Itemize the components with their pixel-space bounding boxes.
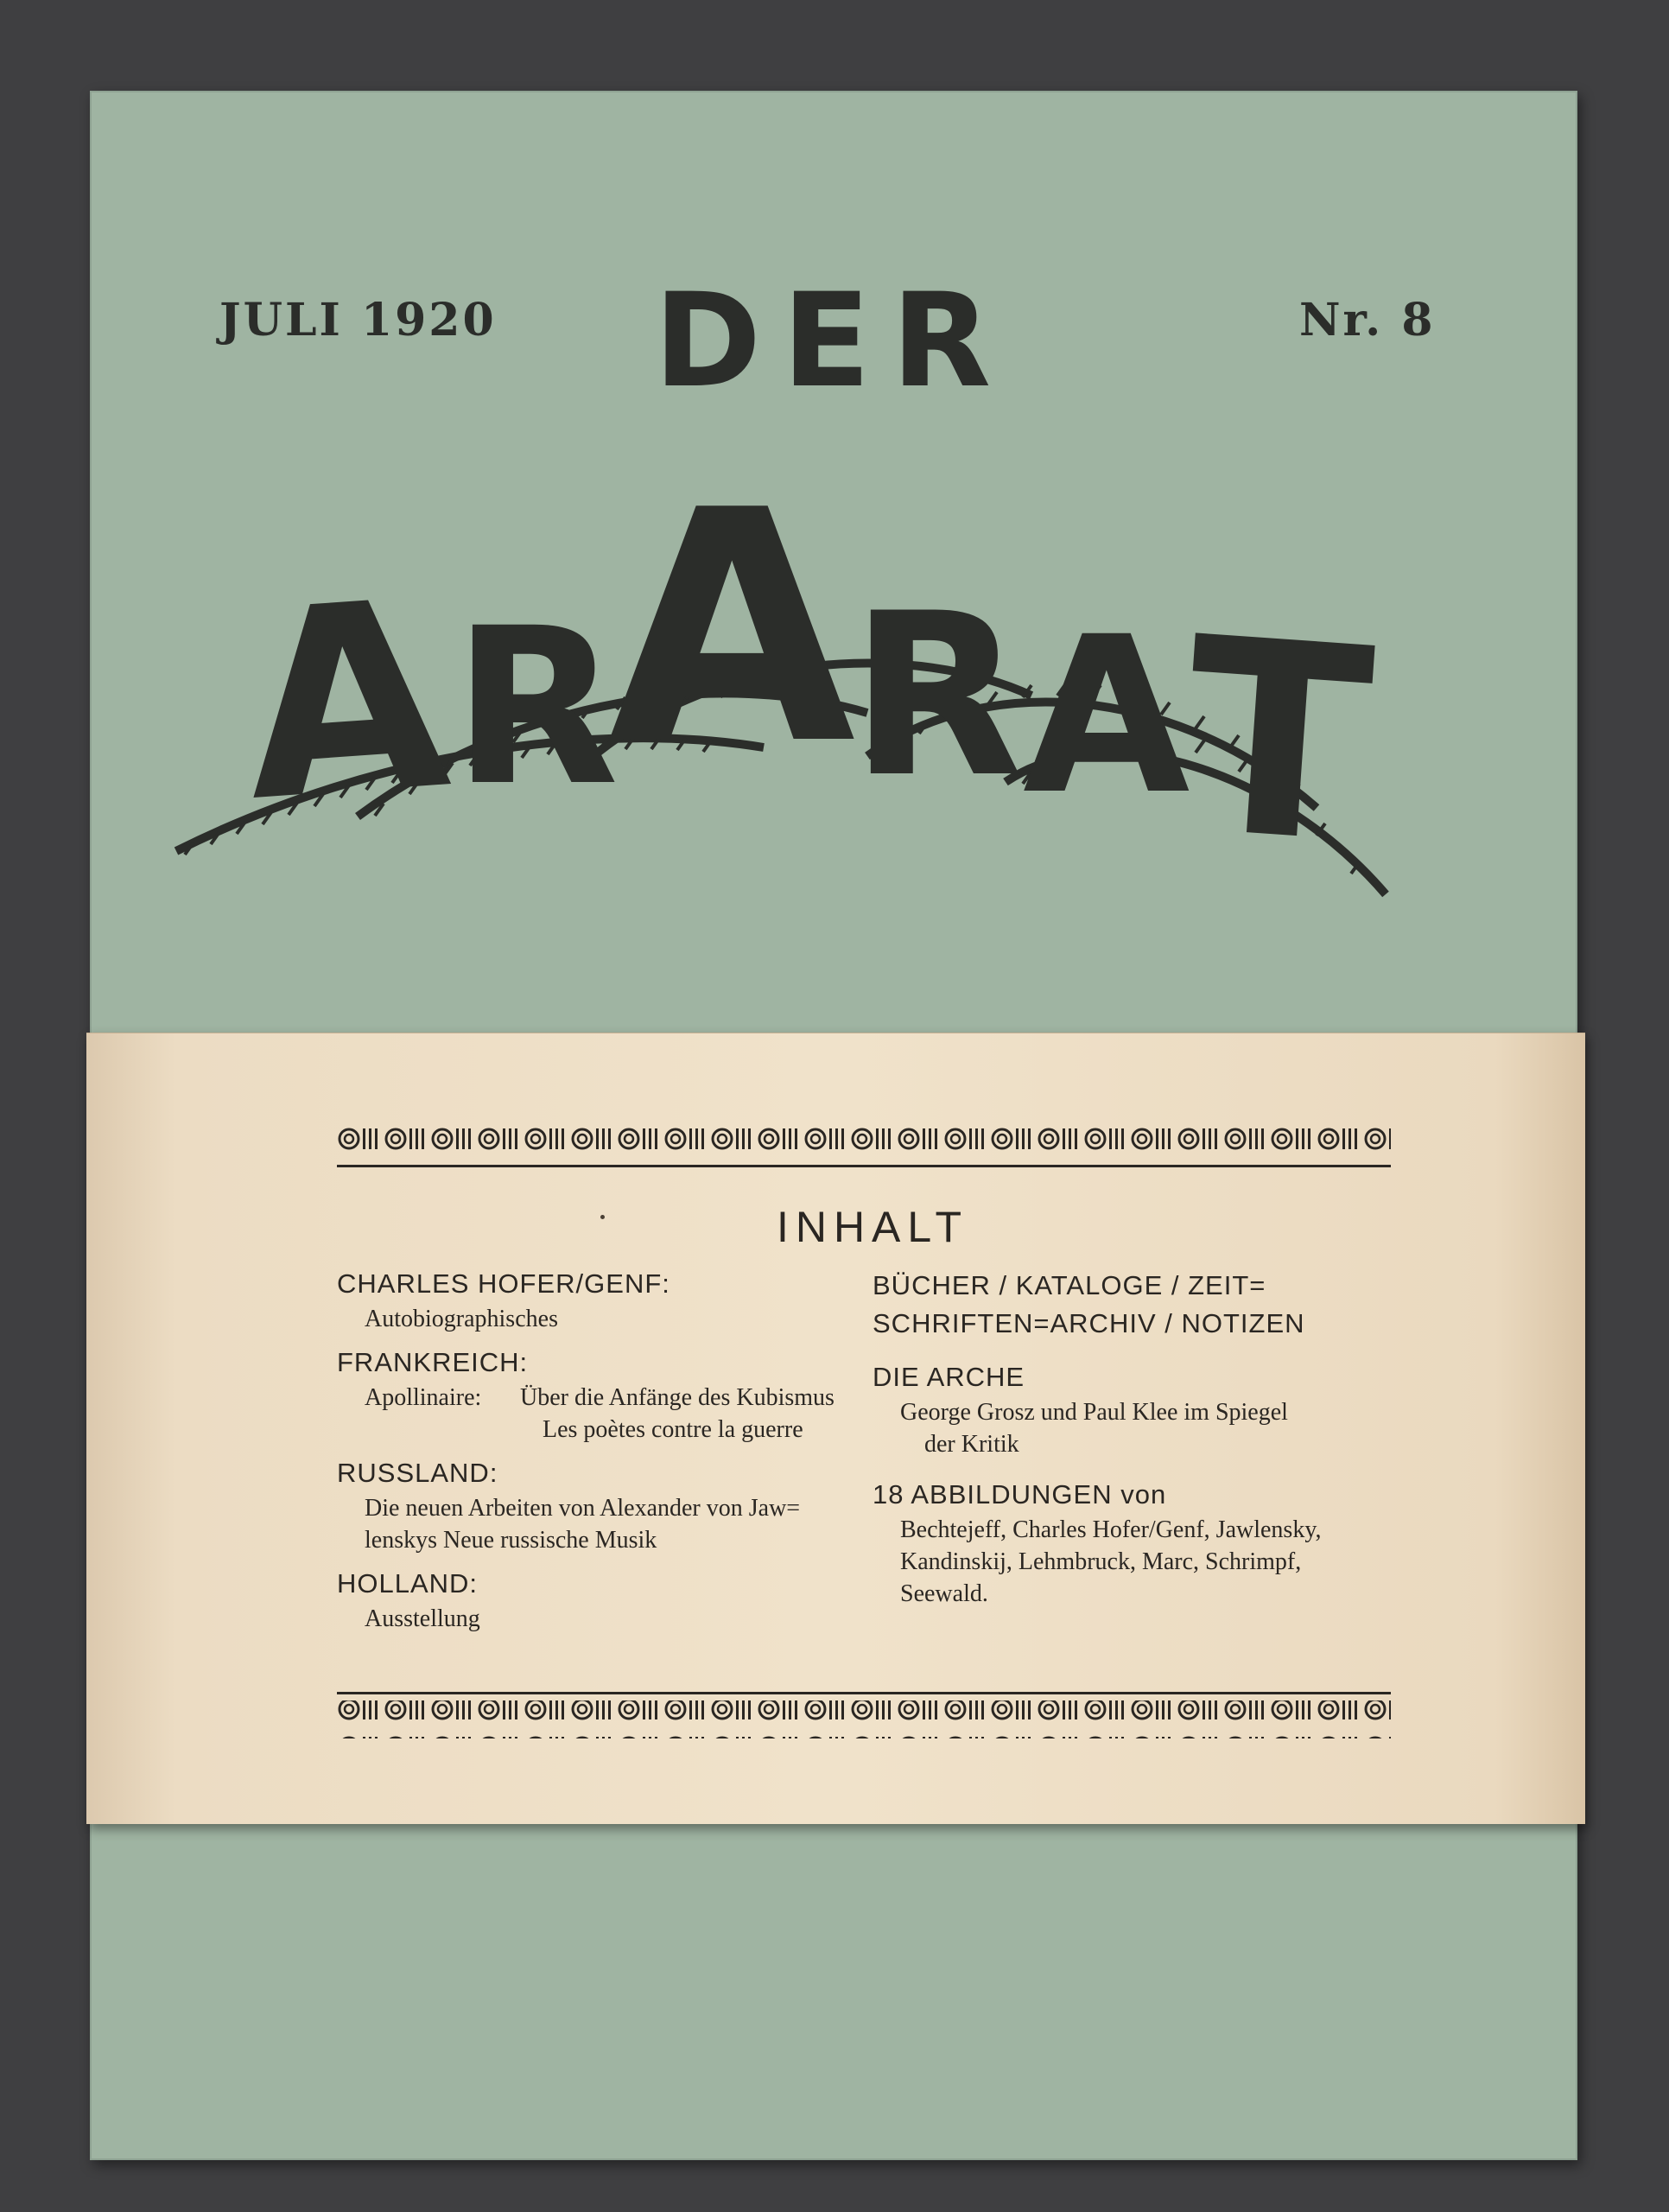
entry-title: FRANKREICH: [337, 1347, 529, 1377]
entry-line: Über die Anfänge des Kubismus [520, 1384, 834, 1411]
cover-date: JULI 1920 [219, 294, 497, 346]
svg-text:T: T [1176, 580, 1380, 905]
cover-title-der: DER [653, 266, 1012, 416]
contents-left-column [337, 1265, 959, 1635]
entry-line: Ausstellung [365, 1605, 480, 1632]
entry-title: HOLLAND: [337, 1568, 479, 1599]
entry-line: Kandinskij, Lehmbruck, Marc, Schrimpf, [900, 1548, 1302, 1575]
contents-band [86, 1033, 1585, 1824]
entry-line: lenskys Neue russische Musik [365, 1527, 657, 1554]
svg-text:A: A [608, 443, 856, 815]
entry-title: 18 ABBILDUNGEN von [873, 1479, 1167, 1510]
entry-title: BÜCHER / KATALOGE / ZEIT= [873, 1270, 1266, 1300]
entry-apollinaire [337, 1382, 959, 1446]
entry-title: CHARLES HOFER/GENF: [337, 1268, 670, 1299]
entry-line: der Kritik [924, 1431, 1019, 1458]
entry-line: Autobiographisches [365, 1306, 558, 1332]
ornamental-border-top [337, 1120, 1391, 1172]
ararat-logo-text: ARARAT [159, 410, 163, 411]
entry-line: Die neuen Arbeiten von Alexander von Jaw= [365, 1495, 801, 1522]
svg-text:A: A [1023, 590, 1190, 842]
contents-right-column [873, 1267, 1460, 1610]
svg-text:R: R [850, 566, 1024, 827]
ink-spot [600, 1215, 605, 1219]
cover-issue-number: Nr. 8 [1299, 294, 1436, 346]
entry-title: SCHRIFTEN=ARCHIV / NOTIZEN [873, 1308, 1305, 1338]
svg-text:R: R [453, 582, 619, 833]
entry-author: Apollinaire: [365, 1384, 482, 1411]
entry-line: George Grosz und Paul Klee im Spiegel [900, 1399, 1288, 1426]
ornamental-border-bottom [337, 1690, 1391, 1742]
ararat-letters [236, 443, 1382, 904]
ararat-logo [159, 410, 1472, 929]
svg-text:A: A [235, 543, 457, 859]
entry-line: Bechtejeff, Charles Hofer/Genf, Jawlensky, [900, 1516, 1322, 1543]
entry-line: Seewald. [900, 1580, 988, 1607]
entry-line: Les poètes contre la guerre [543, 1416, 803, 1443]
contents-heading: INHALT [776, 1203, 969, 1251]
entry-title: RUSSLAND: [337, 1458, 498, 1488]
entry-title: DIE ARCHE [873, 1362, 1025, 1392]
